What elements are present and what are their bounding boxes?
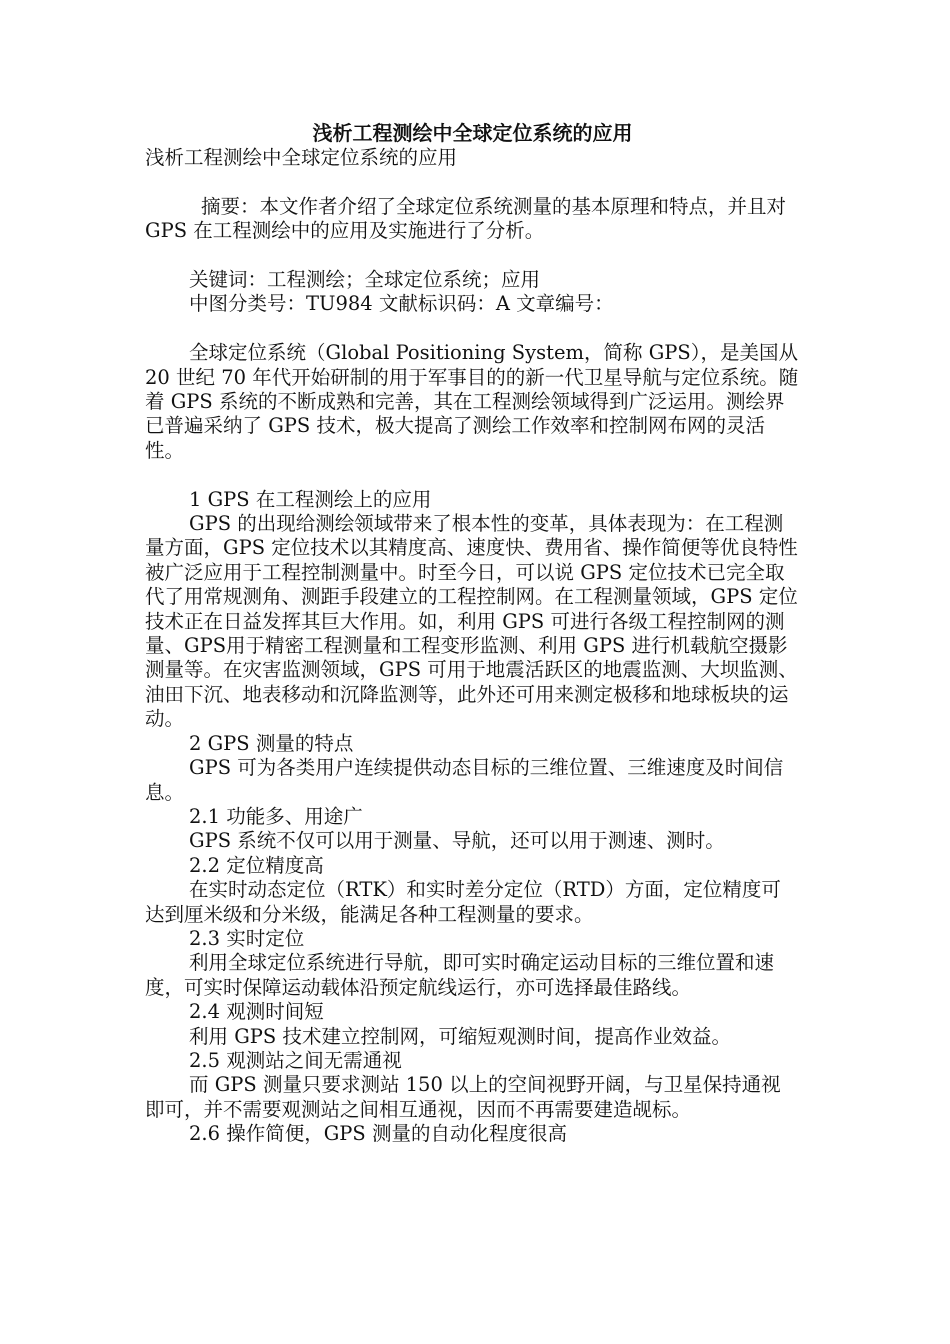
section-2-2-heading: 2.2 定位精度高 bbox=[189, 853, 324, 877]
abstract-paragraph: 摘要：本文作者介绍了全球定位系统测量的基本原理和特点，并且对 GPS 在工程测绘中的应用及实施进行了分析。 bbox=[145, 194, 787, 243]
section-2-5-heading: 2.5 观测站之间无需通视 bbox=[189, 1048, 402, 1072]
section-1-body: GPS 的出现给测绘领域带来了根本性的变革，具体表现为：在工程测量方面，GPS 定位技术以其精度高、速度快、费用省、操作简便等优良特性被广泛应用于工程控制测量中。时至今日，可以说 GPS 定位技术已完全取代了用常规测角、测距手段建立的工程控制网。在工程测量领域，GPS 定位技术正在日益发挥其巨大作用。如，利用 GPS 可进行各级工程控制网的测量、GPS用于精密工程测量和工程变形监测、利用 GPS 进行机载航空摄影测量等。在灾害监测领域，GPS 可用于地震活跃区的地震监测、大坝监测、油田下沉、地表移动和沉降监测等，此外还可用来测定极移和地球板块的运动。 bbox=[145, 512, 798, 731]
section-2-5-body: 而 GPS 测量只要求测站 150 以上的空间视野开阔，与卫星保持通视即可，并不需要观测站之间相互通视，因而不再需要建造觇标。 bbox=[145, 1073, 781, 1121]
intro-paragraph: 全球定位系统（Global Positioning System，简称 GPS），是美国从 20 世纪 70 年代开始研制的用于军事目的的新一代卫星导航与定位系统。随着 GPS 系统的不断成熟和完善，其在工程测绘领域得到广泛运用。测绘界已普遍采纳了 GPS 技术，极大提高了测绘工作效率和控制网布网的灵活性。 bbox=[145, 341, 799, 462]
section-2-6-heading: 2.6 操作简便，GPS 测量的自动化程度很高 bbox=[189, 1122, 567, 1146]
section-2-1-body: GPS 系统不仅可以用于测量、导航，还可以用于测速、测时。 bbox=[189, 829, 725, 853]
section-2-4-body: 利用 GPS 技术建立控制网，可缩短观测时间，提高作业效益。 bbox=[189, 1024, 731, 1048]
keywords-line: 关键词：工程测绘；全球定位系统；应用 bbox=[189, 268, 541, 291]
section-2-3-heading: 2.3 实时定位 bbox=[189, 926, 305, 950]
section-2-2-body: 在实时动态定位（RTK）和实时差分定位（RTD）方面，定位精度可达到厘米级和分米级，能满足各种工程测量的要求。 bbox=[145, 878, 781, 926]
section-2-3-body: 利用全球定位系统进行导航，即可实时确定运动目标的三维位置和速度，可实时保障运动载体沿预定航线运行，亦可选择最佳路线。 bbox=[145, 951, 775, 999]
section-2-body: GPS 可为各类用户连续提供动态目标的三维位置、三维速度及时间信息。 bbox=[145, 756, 784, 804]
spacer bbox=[145, 317, 800, 341]
section-2-1-heading: 2.1 功能多、用途广 bbox=[189, 804, 363, 828]
document-subtitle: 浅析工程测绘中全球定位系统的应用 bbox=[145, 146, 458, 169]
spacer bbox=[145, 463, 800, 487]
section-2-4-heading: 2.4 观测时间短 bbox=[189, 1000, 324, 1024]
spacer bbox=[145, 170, 800, 194]
section-1-heading: 1 GPS 在工程测绘上的应用 bbox=[189, 487, 432, 511]
spacer bbox=[145, 244, 800, 268]
classification-line: 中图分类号：TU984 文献标识码：A 文章编号： bbox=[189, 292, 614, 316]
document-title: 浅析工程测绘中全球定位系统的应用 bbox=[312, 121, 633, 145]
section-2-heading: 2 GPS 测量的特点 bbox=[189, 731, 354, 755]
